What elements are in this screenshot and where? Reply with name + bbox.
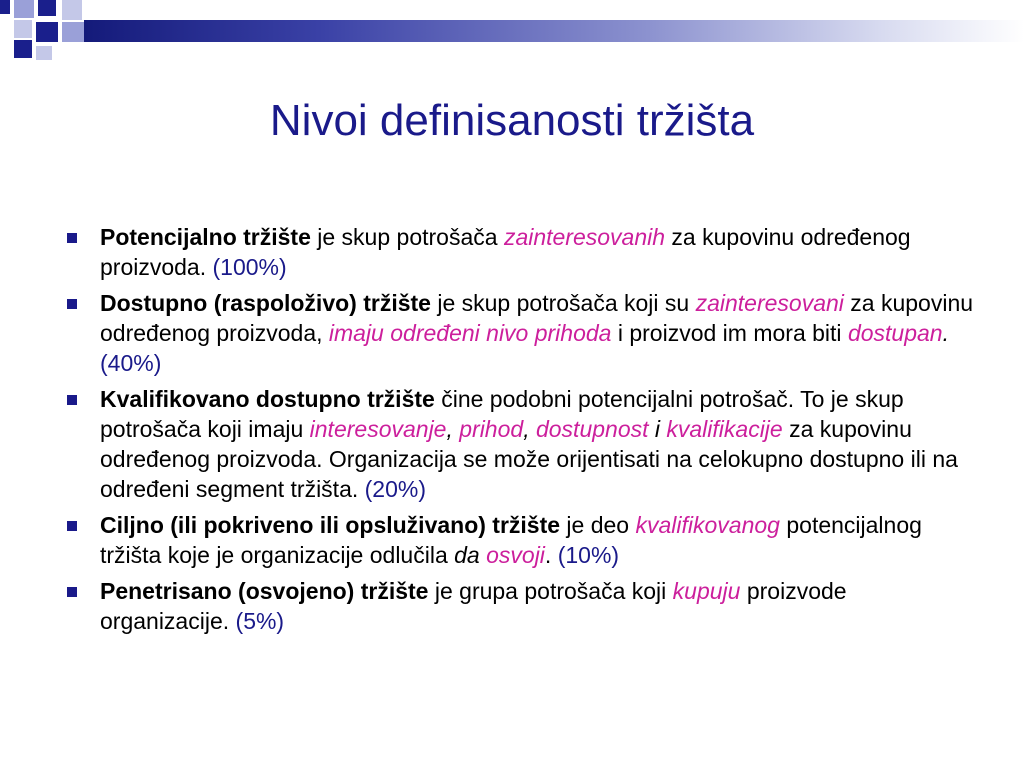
highlight: zainteresovanih	[503, 224, 666, 250]
highlight: zainteresovani	[695, 290, 844, 316]
text: i proizvod im mora biti	[611, 320, 848, 346]
decor-square	[36, 22, 58, 42]
percent: (100%)	[212, 254, 287, 280]
highlight: osvoji	[486, 542, 545, 568]
text: je skup potrošača	[310, 224, 504, 250]
highlight: dostupan	[847, 320, 943, 346]
text: i	[648, 416, 667, 442]
decor-square	[14, 20, 32, 38]
decor-square	[14, 40, 32, 58]
bullet-penetrisano	[60, 576, 980, 636]
text: za kupovinu određenog proizvoda.	[100, 224, 911, 280]
square-bullet-icon	[67, 233, 77, 243]
decor-square	[62, 0, 82, 20]
text: ,	[523, 416, 536, 442]
text: je deo	[560, 512, 636, 538]
bullet-kvalifikovano	[60, 384, 980, 504]
highlight: kupuju	[672, 578, 741, 604]
square-bullet-icon	[67, 299, 77, 309]
percent: (40%)	[100, 350, 162, 376]
decor-square	[14, 0, 34, 18]
highlight: interesovanje	[309, 416, 447, 442]
highlight: kvalifikacije	[666, 416, 783, 442]
text: za kupovinu određenog proizvoda. Organizacija se može orijentisati na celokupno dostupno ili na određeni segment tržišta.	[100, 416, 958, 502]
square-bullet-icon	[67, 587, 77, 597]
highlight: imaju određeni nivo prihoda	[328, 320, 612, 346]
percent: (20%)	[364, 476, 426, 502]
text: za kupovinu određenog proizvoda,	[100, 290, 974, 346]
text: da	[454, 542, 480, 568]
bullet-potencijalno	[60, 222, 980, 282]
percent: (5%)	[235, 608, 285, 634]
text: .	[942, 320, 949, 346]
decor-square	[38, 0, 56, 16]
term: Potencijalno tržište	[100, 224, 311, 250]
decor-square	[0, 0, 10, 14]
highlight: kvalifikovanog	[635, 512, 780, 538]
text: čine podobni potencijalni potrošač. To je skup potrošača koji imaju	[100, 386, 904, 442]
bullet-dostupno	[60, 288, 980, 378]
slide-title: Nivoi definisanosti tržišta	[269, 96, 755, 145]
square-bullet-icon	[67, 521, 77, 531]
term: Dostupno (raspoloživo) tržište	[100, 290, 431, 316]
decor-square	[36, 46, 52, 60]
highlight: dostupnost	[535, 416, 649, 442]
text: je skup potrošača koji su	[430, 290, 696, 316]
text: ,	[446, 416, 460, 442]
decor-square	[62, 22, 84, 42]
text: proizvode organizacije.	[100, 578, 847, 634]
text: potencijalnog tržišta koje je organizacije odlučila	[100, 512, 922, 568]
highlight: prihod	[459, 416, 524, 442]
bullet-ciljno	[60, 510, 980, 570]
text: je grupa potrošača koji	[428, 578, 673, 604]
term: Penetrisano (osvojeno) tržište	[100, 578, 429, 604]
text: .	[544, 542, 558, 568]
term: Ciljno (ili pokriveno ili opsluživano) tržište	[100, 512, 561, 538]
header-gradient-bar	[84, 20, 1024, 42]
percent: (10%)	[557, 542, 620, 568]
square-bullet-icon	[67, 395, 77, 405]
bullet-list	[60, 222, 980, 642]
term: Kvalifikovano dostupno tržište	[100, 386, 435, 412]
